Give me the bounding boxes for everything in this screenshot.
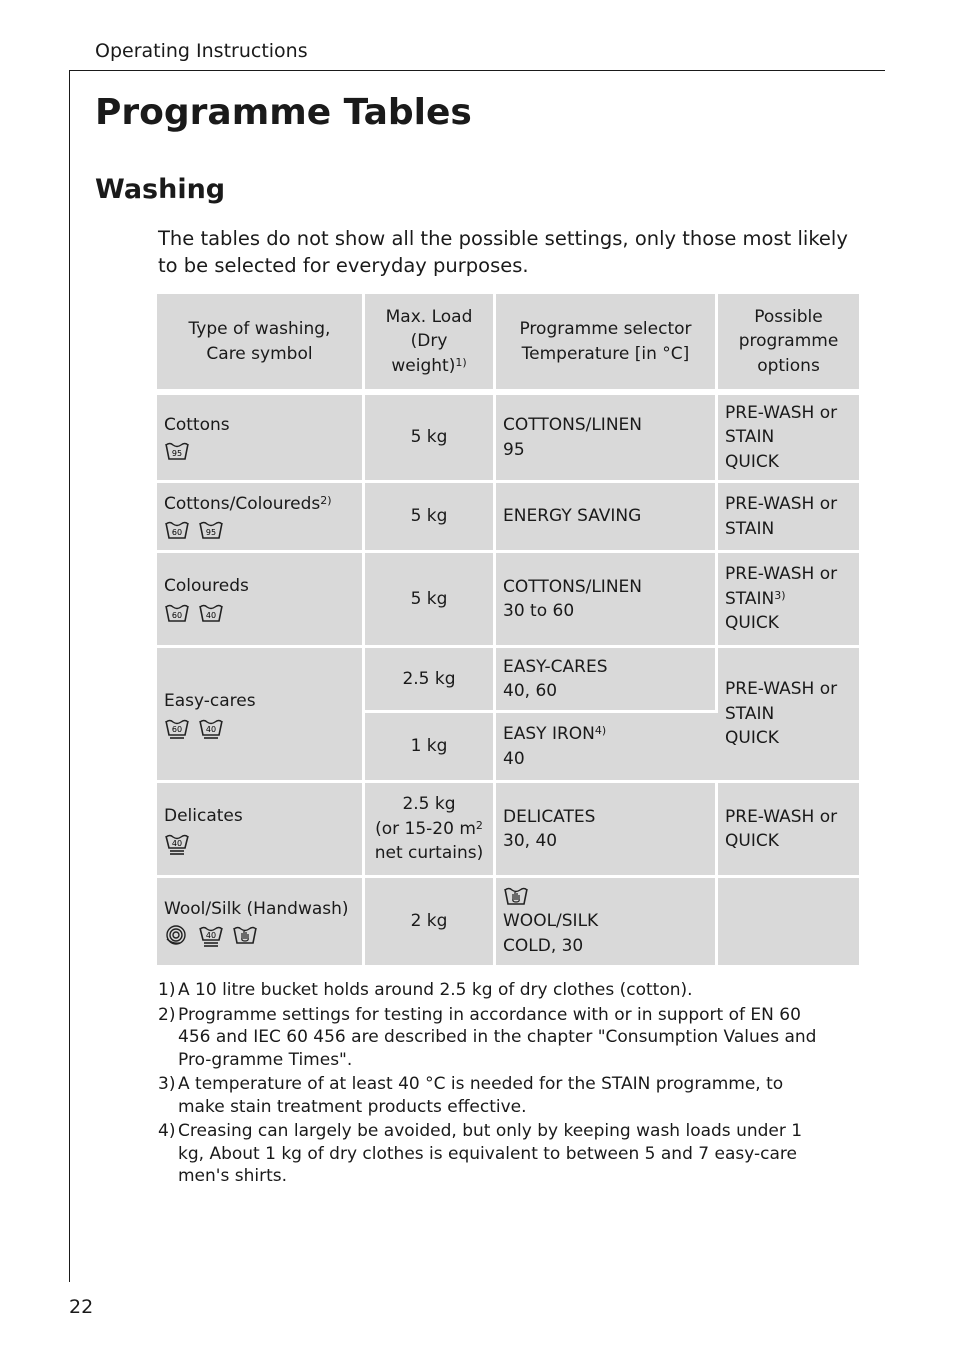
wash-tub-icon (198, 602, 224, 624)
programme-cell: COTTONS/LINEN 95 (496, 395, 718, 483)
wool-mark-icon (164, 924, 190, 946)
footnote: 4) Creasing can largely be avoided, but only by keeping wash loads under 1 kg, About 1 kg of dry clothes is equivalent to between 5 and 7 easy-care men's shirts. (158, 1121, 803, 1186)
type-cell: Coloureds 60 40 (157, 553, 365, 648)
footnote: 1) A 10 litre bucket holds around 2.5 kg of dry clothes (cotton). (158, 980, 693, 1000)
footnote: 2) Programme settings for testing in accordance with or in support of EN 60 456 and IEC 60 456 are described in the chapter "Consumption Values and Pro-gramme Times". (158, 1004, 817, 1070)
wash-tub-icon (164, 832, 190, 854)
load-cell: 2 kg (365, 878, 496, 968)
programme-cell: EASY-CARES 40, 60 (496, 648, 718, 713)
wash-tub-icon (164, 602, 190, 624)
table-header-row (157, 294, 859, 395)
svg-text:60: 60 (171, 610, 183, 620)
options-cell: PRE-WASH or STAIN QUICK (718, 395, 859, 483)
running-header: Operating Instructions (95, 40, 308, 62)
footnote-ref: 4) (594, 724, 607, 737)
svg-text:40: 40 (171, 838, 183, 848)
section-title: Washing (95, 174, 226, 205)
svg-text:60: 60 (171, 724, 183, 734)
type-cell: Cottons 95 (157, 395, 365, 483)
header-rule (69, 70, 885, 71)
wash-tub-icon (164, 519, 190, 541)
type-cell: Delicates 40 (157, 783, 365, 878)
svg-text:40: 40 (205, 610, 217, 620)
load-cell: 5 kg (365, 483, 496, 553)
page-title: Programme Tables (95, 92, 472, 133)
footnote-ref: 1) (455, 355, 467, 369)
svg-text:40: 40 (205, 724, 217, 734)
options-cell: PRE-WASH or STAIN$^{3)}$ QUICK (718, 553, 859, 648)
svg-text:95: 95 (171, 449, 183, 459)
load-cell: 5 kg (365, 553, 496, 648)
svg-text:60: 60 (171, 528, 183, 538)
footnote-ref: 2) (320, 493, 332, 507)
options-cell: PRE-WASH or QUICK (718, 783, 859, 878)
load-cell: 1 kg (365, 713, 496, 783)
type-cell: Easy-cares 60 40 (157, 648, 365, 783)
load-cell: 5 kg (365, 395, 496, 483)
type-cell: Cottons/Coloureds$^{2)}$ 60 95 (157, 483, 365, 553)
options-cell (718, 878, 859, 968)
page-number: 22 (69, 1296, 94, 1318)
options-cell: PRE-WASH or STAIN QUICK (718, 648, 859, 783)
hand-wash-icon (503, 885, 529, 907)
wash-tub-icon (198, 717, 224, 739)
table-row (157, 483, 859, 553)
svg-text:95: 95 (205, 528, 217, 538)
wash-tub-icon (198, 519, 224, 541)
wash-tub-icon (164, 717, 190, 739)
margin-rule (69, 70, 70, 1282)
load-cell: 2.5 kg (365, 648, 496, 713)
table-row (157, 395, 859, 483)
hand-wash-icon (232, 924, 258, 946)
svg-text:40: 40 (205, 931, 217, 941)
footnote-ref: 3) (774, 588, 786, 602)
header-programme: Programme selector Temperature [in °C] (496, 294, 718, 395)
header-options: Possible programme options (718, 294, 859, 395)
footnotes (158, 979, 828, 1190)
options-cell: PRE-WASH or STAIN (718, 483, 859, 553)
programme-cell: EASY IRON$^{4)}$ 40 (496, 713, 718, 783)
programme-table (157, 294, 859, 968)
footnote: 3) A temperature of at least 40 °C is needed for the STAIN programme, to make stain treatment products effective. (158, 1074, 784, 1117)
header-type: Type of washing, Care symbol (157, 294, 365, 395)
programme-cell: COTTONS/LINEN 30 to 60 (496, 553, 718, 648)
programme-cell: WOOL/SILK COLD, 30 (496, 878, 718, 968)
table-row (157, 783, 859, 878)
programme-cell: DELICATES 30, 40 (496, 783, 718, 878)
programme-cell: ENERGY SAVING (496, 483, 718, 553)
wash-tub-icon (198, 924, 224, 946)
table-row (157, 878, 859, 968)
type-cell: Wool/Silk (Handwash) 40 (157, 878, 365, 968)
table-row (157, 553, 859, 648)
table-row (157, 648, 859, 713)
header-load: Max. Load (Dry weight)$^{1)}$ (365, 294, 496, 395)
intro-paragraph: The tables do not show all the possible settings, only those most likely to be selected for everyday purposes. (158, 227, 848, 277)
wash-tub-icon (164, 440, 190, 462)
load-cell: 2.5 kg (or 15-20 $m^2$ net curtains) (365, 783, 496, 878)
